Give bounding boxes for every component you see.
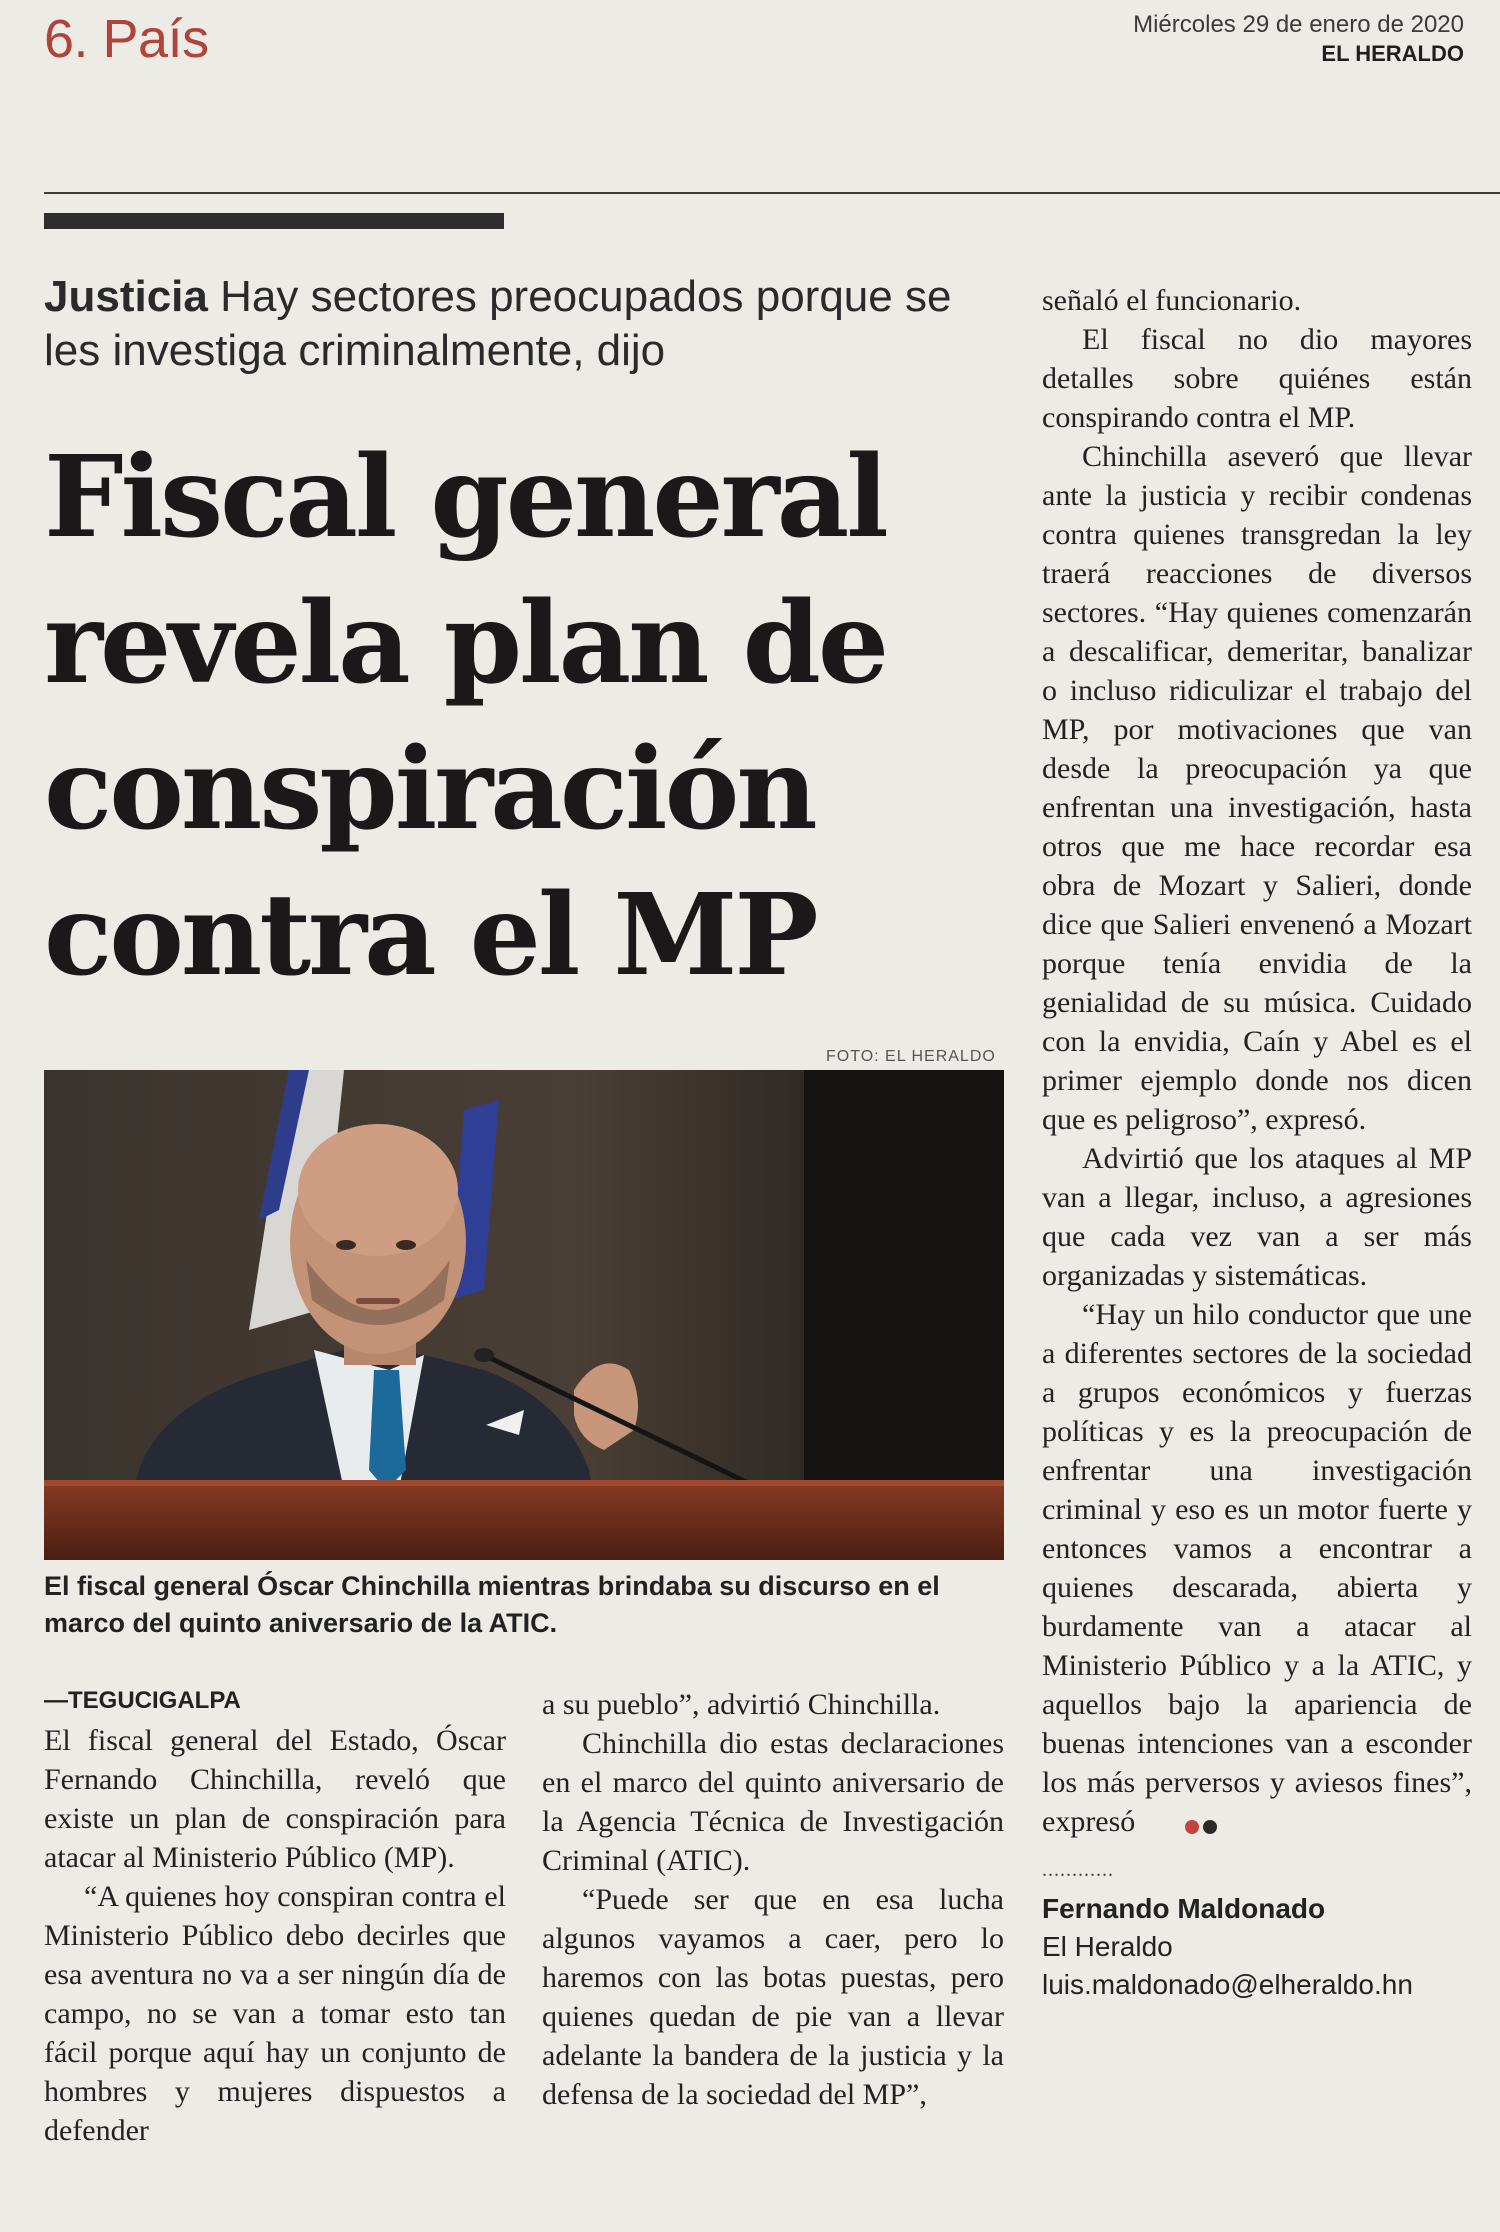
- closing-paragraph: [1042, 1295, 1472, 1844]
- author-outlet: El Heraldo: [1042, 1930, 1173, 1962]
- author-name: Fernando Maldonado: [1042, 1892, 1326, 1924]
- end-of-article-icon: [1141, 1805, 1217, 1844]
- header-divider: [44, 192, 1500, 194]
- body-column-1: [44, 1685, 506, 2150]
- body-column-3: [1042, 281, 1472, 2004]
- author-email: luis.maldonado@elheraldo.hn: [1042, 1968, 1413, 2000]
- end-dot-red: [1185, 1820, 1199, 1834]
- headline: Fiscal general revela plan de conspiración contra el MP: [44, 432, 887, 1001]
- closing-text: “Hay un hilo conductor que une a diferentes sectores de la sociedad a grupos económicos y fuerzas políticas y es la preocupación de enfrentar una investigación criminal y eso es un motor fuerte y entonces vamos a encontrar a quienes descarada, abierta y burdamente van a atacar al Ministerio Público y a la ATIC, y aquellos bajo la apariencia de buenas intenciones van a esconder los más perversos y aviesos fines”, expresó: [1042, 1298, 1472, 1838]
- body-column-2: [542, 1685, 1004, 2114]
- kicker-text: Hay sectores preocupados porque se les investiga criminalmente, dijo: [44, 272, 952, 375]
- byline-separator: ............: [1042, 1858, 1114, 1881]
- photo-credit: FOTO: EL HERALDO: [826, 1048, 996, 1065]
- paragraph: a su pueblo”, advirtió Chinchilla.: [542, 1688, 941, 1721]
- section-label: 6. País: [44, 9, 209, 69]
- photo-caption: El fiscal general Óscar Chinchilla mientras brindaba su discurso en el marco del quinto aniversario de la ATIC.: [44, 1571, 940, 1638]
- end-dot-dark: [1203, 1820, 1217, 1834]
- paragraph: El fiscal general del Estado, Óscar Fernando Chinchilla, reveló que existe un plan de conspiración para atacar al Ministerio Público (MP).: [44, 1724, 506, 1874]
- paragraph: El fiscal no dio mayores detalles sobre quiénes están conspirando contra el MP.: [1042, 323, 1472, 434]
- page-header-info: [1133, 10, 1464, 68]
- paragraph: “A quienes hoy conspiran contra el Ministerio Público debo decirles que esa aventura no va a ser ningún día de campo, no se van a tomar esto tan fácil porque aquí hay un conjunto de hombres y mujeres dispuestos a defender: [44, 1880, 506, 2147]
- kicker-tag: Justicia: [44, 272, 208, 321]
- kicker: [44, 270, 1014, 378]
- paragraph: Chinchilla dio estas declaraciones en el marco del quinto aniversario de la Agencia Técnica de Investigación Criminal (ATIC).: [542, 1727, 1004, 1877]
- dateline: — TEGUCIGALPA: [44, 1685, 506, 1717]
- byline: [1042, 1890, 1472, 2004]
- article-photo: [44, 1070, 1004, 1560]
- publication-date: Miércoles 29 de enero de 2020: [1133, 11, 1464, 38]
- paragraph: “Puede ser que en esa lucha algunos vayamos a caer, pero lo haremos con las botas puestas, pero quienes quedan de pie van a llevar adelante la bandera de la justicia y la defensa de la sociedad del MP”,: [542, 1883, 1004, 2111]
- paragraph: Advirtió que los ataques al MP van a llegar, incluso, a agresiones que cada vez van a ser más organizadas y sistemáticas.: [1042, 1142, 1472, 1292]
- decorative-bar: [44, 213, 504, 229]
- paragraph: señaló el funcionario.: [1042, 284, 1302, 317]
- newspaper-name: EL HERALDO: [1321, 41, 1464, 66]
- photo-illustration: [44, 1070, 1004, 1560]
- paragraph: Chinchilla aseveró que llevar ante la justicia y recibir condenas contra quienes transgredan la ley traerá reacciones de diversos sectores. “Hay quienes comenzarán a descalificar, demeritar, banalizar o incluso ridiculizar el trabajo del MP, por motivaciones que van desde la preocupación ya que enfrentan una investigación, hasta otros que me hace recordar esa obra de Mozart y Salieri, donde dice que Salieri envenenó a Mozart porque tenía envidia de la genialidad de su música. Cuidado con la envidia, Caín y Abel es el primer ejemplo donde nos dicen que es peligroso”, expresó.: [1042, 440, 1472, 1136]
